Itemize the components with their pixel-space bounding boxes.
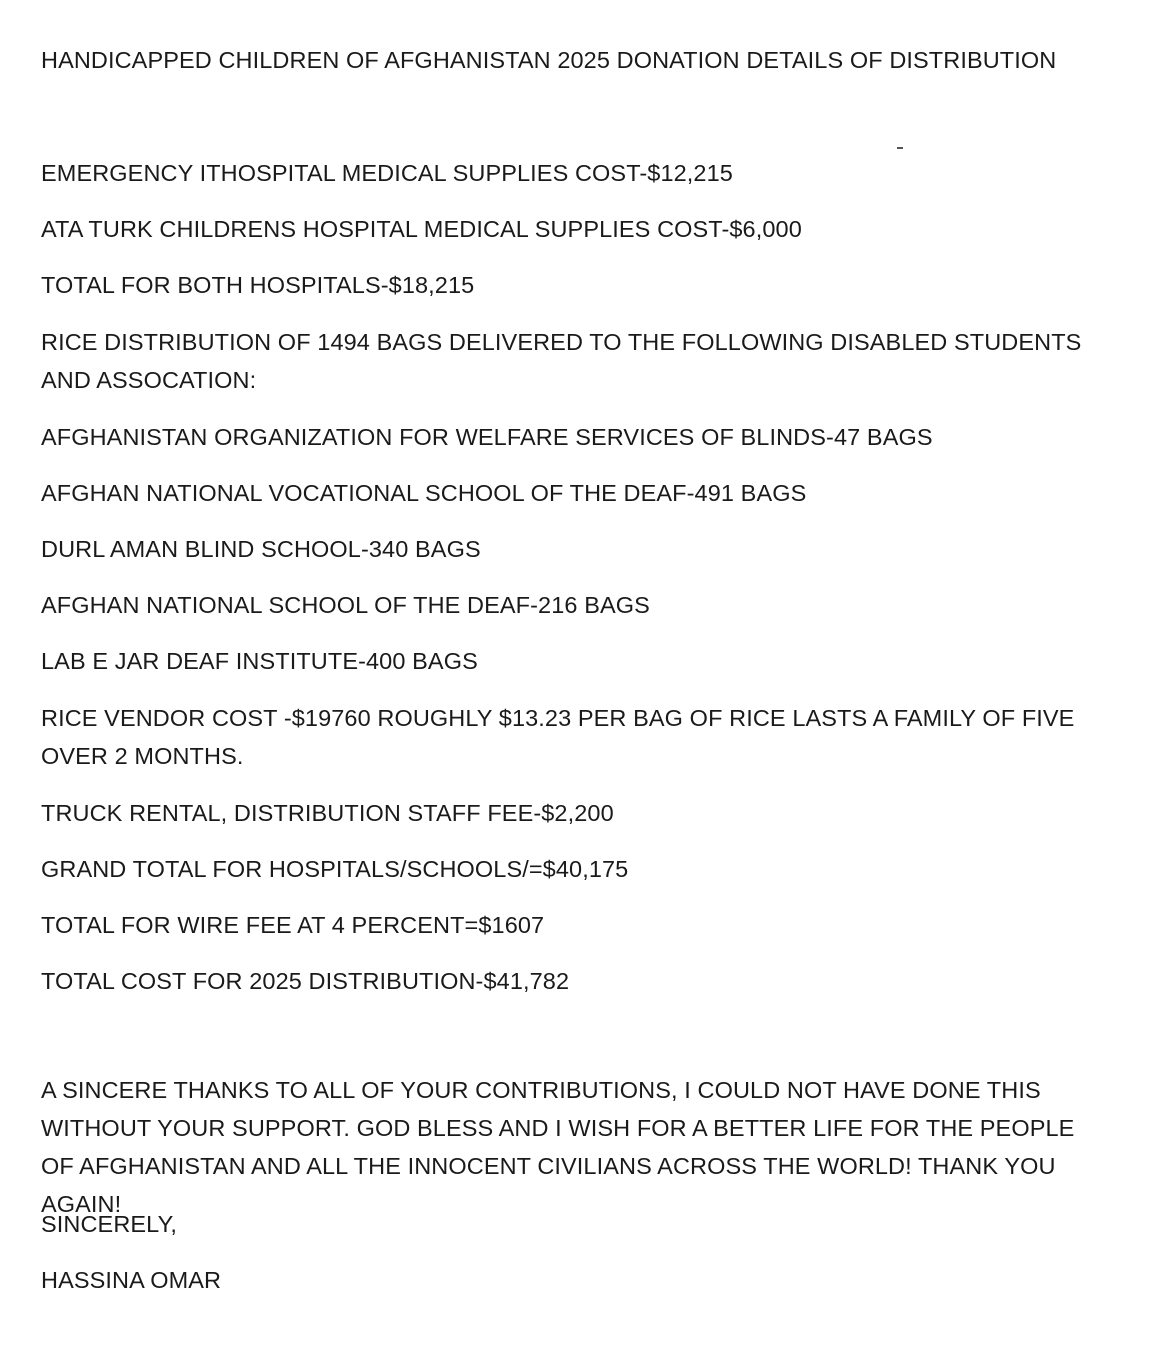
cost-line-total-cost: TOTAL COST FOR 2025 DISTRIBUTION-$41,782 xyxy=(41,968,570,994)
closing: SINCERELY, xyxy=(41,1211,177,1237)
rice-recipient-lab-e-jar: LAB E JAR DEAF INSTITUTE-400 BAGS xyxy=(41,648,478,674)
cost-line-truck-rental: TRUCK RENTAL, DISTRIBUTION STAFF FEE-$2,200 xyxy=(41,800,614,826)
document-title: HANDICAPPED CHILDREN OF AFGHANISTAN 2025 DONATION DETAILS OF DISTRIBUTION xyxy=(41,47,1057,73)
rice-intro: RICE DISTRIBUTION OF 1494 BAGS DELIVERED TO THE FOLLOWING DISABLED STUDENTS AND ASSOCATION: xyxy=(41,329,1082,393)
rice-recipient-national-deaf: AFGHAN NATIONAL SCHOOL OF THE DEAF-216 BAGS xyxy=(41,592,650,618)
rice-recipient-durl-aman: DURL AMAN BLIND SCHOOL-340 BAGS xyxy=(41,536,481,562)
thanks-paragraph: A SINCERE THANKS TO ALL OF YOUR CONTRIBUTIONS, I COULD NOT HAVE DONE THIS WITHOUT YOUR SUPPORT. GOD BLESS AND I WISH FOR A BETTER LIFE FOR THE PEOPLE OF AFGHANISTAN AND ALL THE INNOCENT CIVILIANS ACROSS THE WORLD! THANK YOU AGAIN! xyxy=(41,1077,1075,1217)
hospital-line-total: TOTAL FOR BOTH HOSPITALS-$18,215 xyxy=(41,272,475,298)
cost-line-grand-total: GRAND TOTAL FOR HOSPITALS/SCHOOLS/=$40,175 xyxy=(41,856,629,882)
hospital-line-emergency: EMERGENCY ITHOSPITAL MEDICAL SUPPLIES COST-$12,215 xyxy=(41,160,733,186)
rice-recipient-vocational-deaf: AFGHAN NATIONAL VOCATIONAL SCHOOL OF THE DEAF-491 BAGS xyxy=(41,480,807,506)
rice-vendor-cost: RICE VENDOR COST -$19760 ROUGHLY $13.23 PER BAG OF RICE LASTS A FAMILY OF FIVE OVER 2 MONTHS. xyxy=(41,705,1075,769)
scan-speck xyxy=(897,147,903,149)
signature-name: HASSINA OMAR xyxy=(41,1267,222,1293)
rice-recipient-blinds-welfare: AFGHANISTAN ORGANIZATION FOR WELFARE SERVICES OF BLINDS-47 BAGS xyxy=(41,424,933,450)
cost-line-wire-fee: TOTAL FOR WIRE FEE AT 4 PERCENT=$1607 xyxy=(41,912,545,938)
hospital-line-ataturk: ATA TURK CHILDRENS HOSPITAL MEDICAL SUPPLIES COST-$6,000 xyxy=(41,216,802,242)
